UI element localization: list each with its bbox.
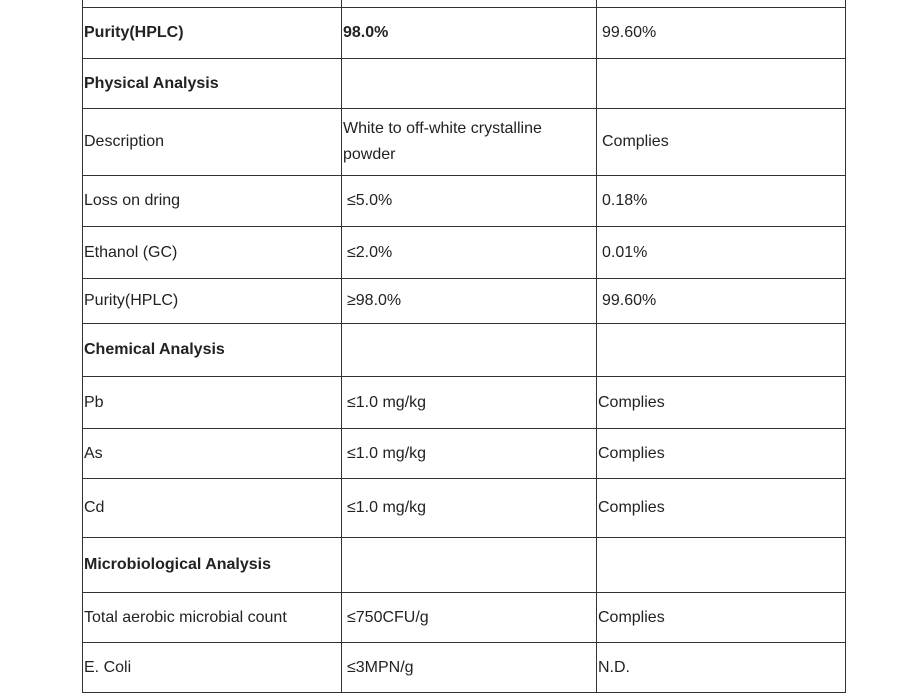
table-row [83,8,846,59]
parameter-cell: Ethanol (GC) [83,227,342,279]
table-row [83,109,846,176]
section-header-row [83,59,846,109]
specification-cell [342,538,597,593]
result-cell: Complies [597,593,846,643]
specification-cell: ≤1.0 mg/kg [342,479,597,538]
result-cell: N.D. [597,643,846,693]
result-cell [597,0,846,8]
table-row [83,643,846,693]
section-title: Microbiological Analysis [83,538,342,593]
specification-cell: ≥98.0% [342,279,597,324]
parameter-cell: Pb [83,377,342,429]
table-row [83,377,846,429]
parameter-cell: Purity(HPLC) [83,8,342,59]
parameter-cell: E. Coli [83,643,342,693]
result-cell [597,538,846,593]
specification-cell: White to off-white crystalline powder [342,109,597,176]
specification-cell: ≤750CFU/g [342,593,597,643]
specification-cell: ≤5.0% [342,176,597,227]
result-cell: Complies [597,109,846,176]
table-row [83,227,846,279]
result-cell: 0.18% [597,176,846,227]
result-cell: Complies [597,377,846,429]
table-row [83,176,846,227]
parameter-cell: Loss on dring [83,176,342,227]
specification-cell: ≤3MPN/g [342,643,597,693]
result-cell: 99.60% [597,279,846,324]
specification-cell [342,59,597,109]
table-row [83,0,846,8]
parameter-cell: Purity(HPLC) [83,279,342,324]
parameter-cell: Total aerobic microbial count [83,593,342,643]
table-row [83,429,846,479]
result-cell: Complies [597,429,846,479]
table-row [83,279,846,324]
section-header-row [83,324,846,377]
specification-cell: ≤2.0% [342,227,597,279]
result-cell: 0.01% [597,227,846,279]
result-cell: 99.60% [597,8,846,59]
table-row [83,479,846,538]
parameter-cell: Cd [83,479,342,538]
specification-cell: 98.0% [342,8,597,59]
specification-cell [342,0,597,8]
result-cell: Complies [597,479,846,538]
section-header-row [83,538,846,593]
specification-table [82,0,846,693]
section-title: Chemical Analysis [83,324,342,377]
specification-cell: ≤1.0 mg/kg [342,429,597,479]
specification-cell [342,324,597,377]
parameter-cell [83,0,342,8]
parameter-cell: As [83,429,342,479]
table-row [83,593,846,643]
result-cell [597,324,846,377]
result-cell [597,59,846,109]
specification-cell: ≤1.0 mg/kg [342,377,597,429]
section-title: Physical Analysis [83,59,342,109]
parameter-cell: Description [83,109,342,176]
